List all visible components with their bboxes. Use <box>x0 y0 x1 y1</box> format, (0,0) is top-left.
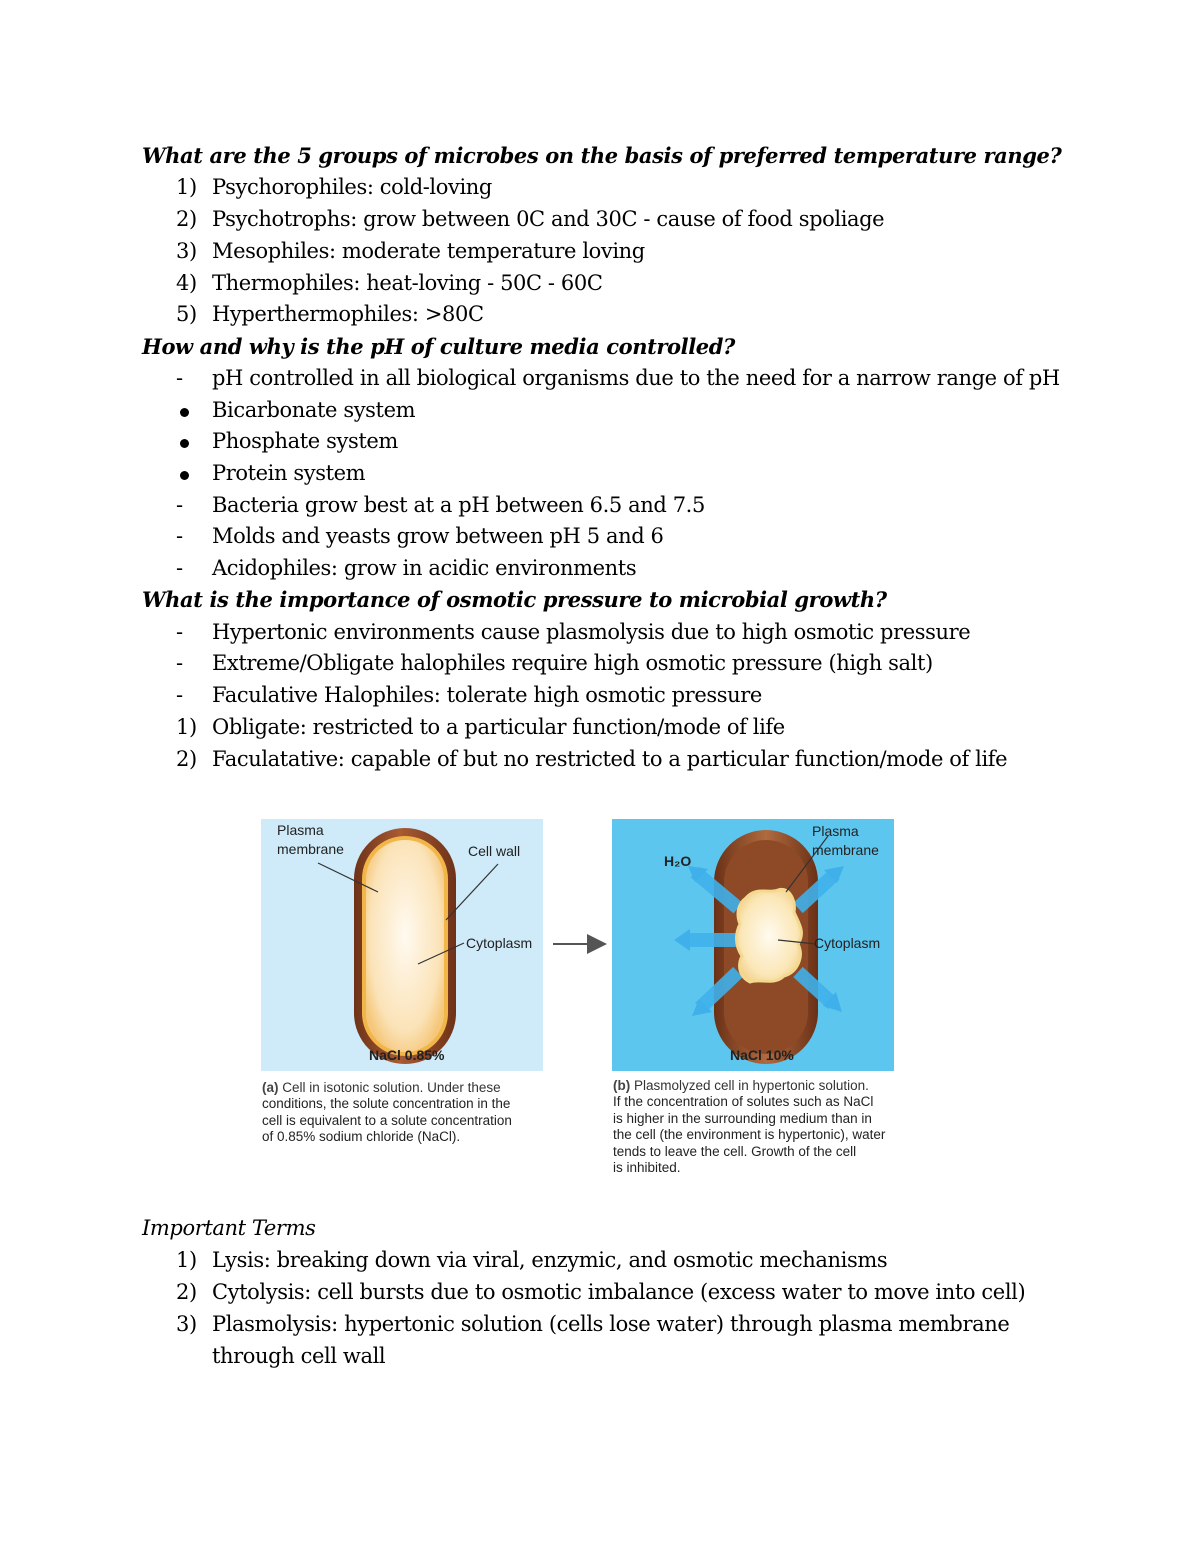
panel-b-caption-line: is higher in the surrounding medium than in <box>613 1110 872 1126</box>
terms-heading: Important Terms <box>142 1216 316 1240</box>
bullet-icon <box>180 408 189 417</box>
panel-a-caption-line: of 0.85% sodium chloride (NaCl). <box>262 1129 461 1145</box>
list-marker: 3) <box>176 239 197 263</box>
bullet-icon <box>180 471 189 480</box>
list-marker: - <box>176 493 183 517</box>
list-item-text: Cytolysis: cell bursts due to osmotic imbalance (excess water to move into cell) <box>212 1280 1026 1304</box>
list-marker: - <box>176 620 183 644</box>
panel-b-caption-lead: (b) <box>613 1078 631 1093</box>
panel-b-label-h2o: H₂O <box>664 853 692 869</box>
list-item-text: pH controlled in all biological organisms due to the need for a narrow range of pH <box>212 366 1060 390</box>
plasmolysis-figure <box>258 816 938 1186</box>
list-marker: - <box>176 651 183 675</box>
panel-b-label-membrane: membrane <box>812 842 879 858</box>
list-item-text: Faculatative: capable of but no restricted to a particular function/mode of life <box>212 747 1008 771</box>
list-item-text: Mesophiles: moderate temperature loving <box>212 239 645 263</box>
list-item-text: Thermophiles: heat-loving - 50C - 60C <box>212 271 603 295</box>
list-item-text: Bicarbonate system <box>212 398 416 422</box>
panel-b-caption-line: If the concentration of solutes such as NaCl <box>613 1094 874 1110</box>
panel-a-label-nacl: NaCl 0.85% <box>369 1047 445 1063</box>
list-item-text: Plasmolysis: hypertonic solution (cells lose water) through plasma membrane <box>212 1312 1010 1336</box>
list-marker: 1) <box>176 1248 197 1272</box>
list-item-text: Molds and yeasts grow between pH 5 and 6 <box>212 524 664 548</box>
list-item-text: Obligate: restricted to a particular function/mode of life <box>212 715 785 739</box>
list-item-text: Lysis: breaking down via viral, enzymic, and osmotic mechanisms <box>212 1248 888 1272</box>
panel-a-label-cytoplasm: Cytoplasm <box>466 935 533 951</box>
list-item-text: Protein system <box>212 461 366 485</box>
panel-b-label-cytoplasm: Cytoplasm <box>814 935 881 951</box>
list-marker: 2) <box>176 207 197 231</box>
panel-a-caption-line: conditions, the solute concentration in the <box>262 1096 511 1112</box>
panel-a-cytoplasm <box>366 840 444 1052</box>
panel-b-shrunken-cytoplasm <box>737 889 802 982</box>
list-marker: 3) <box>176 1312 197 1336</box>
panel-b-label-plasma: Plasma <box>812 823 859 839</box>
list-item-text: Bacteria grow best at a pH between 6.5 and 7.5 <box>212 493 705 517</box>
list-marker: - <box>176 683 183 707</box>
list-item-text: Hyperthermophiles: >80C <box>212 302 484 326</box>
panel-a-caption-first: Cell in isotonic solution. Under these <box>278 1080 501 1095</box>
list-marker: 2) <box>176 1280 197 1304</box>
panel-b-caption-first: Plasmolyzed cell in hypertonic solution. <box>630 1078 869 1093</box>
panel-b-caption <box>613 1078 933 1176</box>
panel-b-caption-line: the cell (the environment is hypertonic), water <box>613 1127 886 1143</box>
list-marker: 5) <box>176 302 197 326</box>
panel-a-caption-lead: (a) <box>262 1080 279 1095</box>
list-item-text: Hypertonic environments cause plasmolysis due to high osmotic pressure <box>212 620 971 644</box>
list-marker: - <box>176 556 183 580</box>
list-marker: 2) <box>176 747 197 771</box>
list-marker: 1) <box>176 715 197 739</box>
list-item-text: Faculative Halophiles: tolerate high osmotic pressure <box>212 683 762 707</box>
list-item-text: Extreme/Obligate halophiles require high osmotic pressure (high salt) <box>212 651 933 675</box>
panel-b-caption-line: is inhibited. <box>613 1160 681 1176</box>
list-marker: 1) <box>176 175 197 199</box>
list-item-text: Acidophiles: grow in acidic environments <box>212 556 637 580</box>
panel-a-label-membrane: membrane <box>277 841 344 857</box>
list-marker: 4) <box>176 271 197 295</box>
list-item-text: Psychorophiles: cold-loving <box>212 175 492 199</box>
question-osmotic: What is the importance of osmotic pressure to microbial growth? <box>142 587 887 612</box>
list-marker: - <box>176 366 183 390</box>
list-marker: - <box>176 524 183 548</box>
panel-a-caption-line: cell is equivalent to a solute concentration <box>262 1112 512 1128</box>
panel-b-label-nacl: NaCl 10% <box>730 1047 794 1063</box>
bullet-icon <box>180 439 189 448</box>
list-item-text: Psychotrophs: grow between 0C and 30C - cause of food spoliage <box>212 207 885 231</box>
list-item-text: Phosphate system <box>212 429 398 453</box>
plasmolysis-diagram <box>258 816 938 1076</box>
question-temperature: What are the 5 groups of microbes on the basis of preferred temperature range? <box>142 143 1062 168</box>
panel-a-caption <box>262 1080 552 1146</box>
panel-a-label-plasma: Plasma <box>277 822 324 838</box>
panel-a-label-cellwall: Cell wall <box>468 843 521 859</box>
panel-b-caption-line: tends to leave the cell. Growth of the cell <box>613 1143 857 1159</box>
question-ph: How and why is the pH of culture media controlled? <box>142 334 735 359</box>
list-item-text: through cell wall <box>212 1344 386 1368</box>
